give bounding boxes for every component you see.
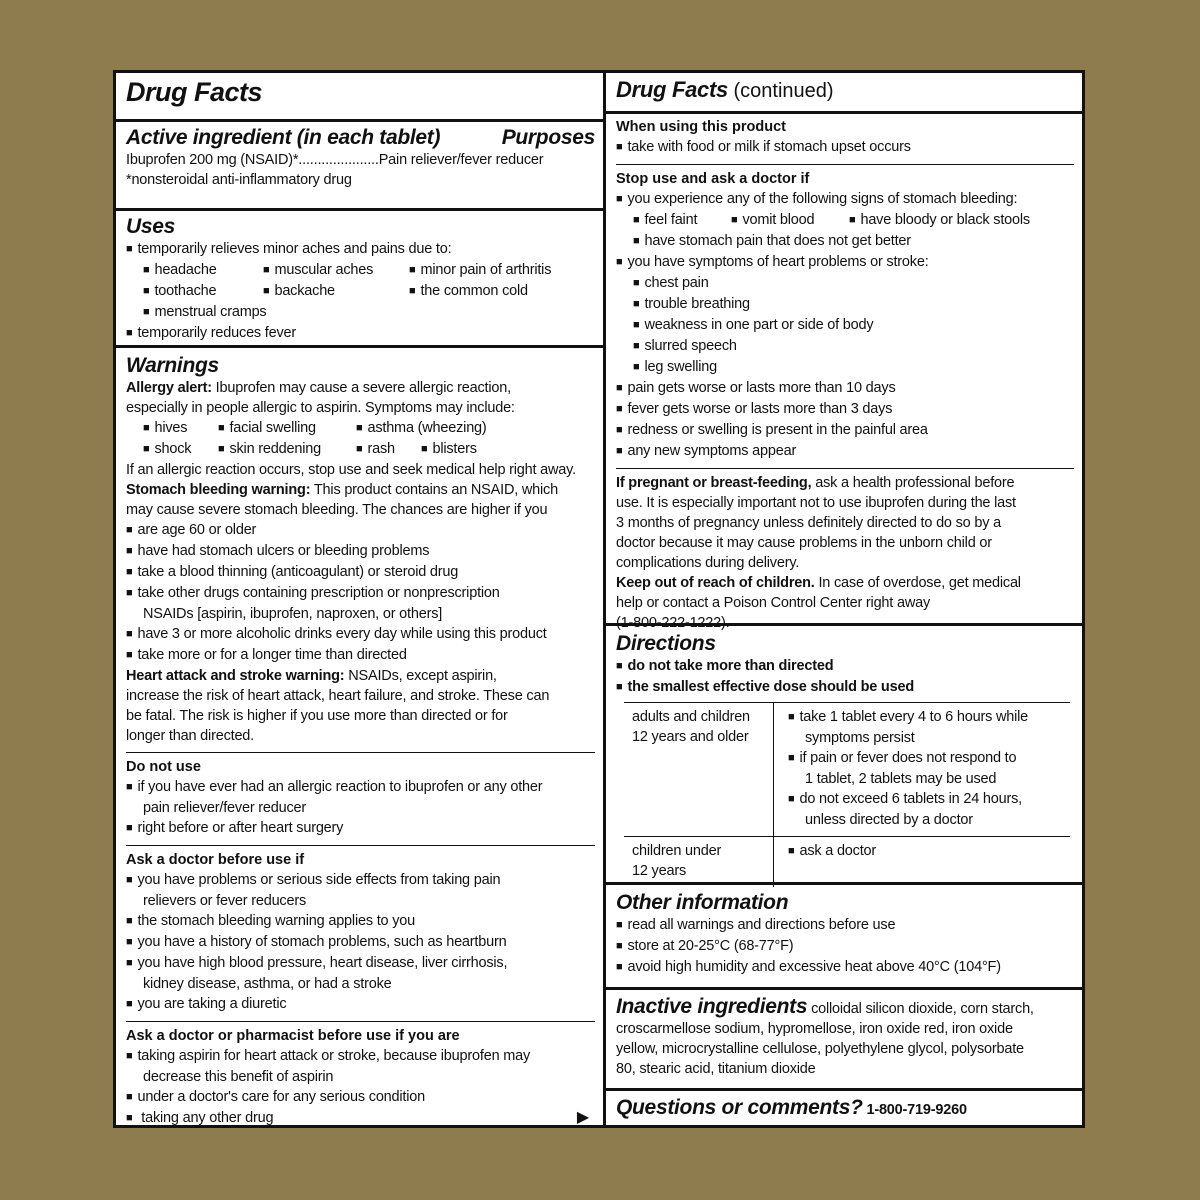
- divider: [616, 164, 1074, 165]
- stomach-warning-label: Stomach bleeding warning:: [126, 482, 311, 498]
- other-info-item: ■ store at 20-25°C (68-77°F): [616, 936, 1074, 957]
- stop-use-subitem: ■ have bloody or black stools: [849, 210, 1030, 231]
- symptom-item: ■ facial swelling: [218, 418, 356, 439]
- uses-subitem: ■ backache: [263, 281, 409, 302]
- stomach-warning-text: may cause severe stomach bleeding. The chances are higher if you: [126, 502, 548, 518]
- warnings-continued-section: [606, 111, 1082, 633]
- dosage-item-cont: unless directed by a doctor: [805, 812, 973, 828]
- heart-warning-text: longer than directed.: [126, 728, 254, 744]
- other-info-item: ■ read all warnings and directions before use: [616, 915, 1074, 936]
- inactive-ingredients-section: [606, 987, 1082, 1079]
- stop-use-subitem: ■ feel faint: [633, 210, 731, 231]
- stop-use-subitem: ■ weakness in one part or side of body: [616, 315, 1074, 336]
- uses-section: [116, 208, 603, 344]
- stomach-item-cont: NSAIDs [aspirin, ibuprofen, naproxen, or others]: [143, 606, 443, 622]
- age-group-label: children under: [632, 843, 722, 859]
- title-section: [116, 77, 603, 107]
- ask-doctor-item-cont: kidney disease, asthma, or had a stroke: [143, 976, 392, 992]
- ask-pharmacist-heading: Ask a doctor or pharmacist before use if you are: [126, 1028, 460, 1044]
- do-not-use-item: ■ right before or after heart surgery: [126, 818, 595, 839]
- stop-use-item: ■ fever gets worse or lasts more than 3 days: [616, 399, 1074, 420]
- divider: [126, 752, 595, 753]
- stomach-item: ■ take more or for a longer time than directed: [126, 645, 595, 666]
- divider: [126, 845, 595, 846]
- ask-pharmacist-item: ■ under a doctor's care for any serious condition: [126, 1087, 595, 1108]
- directions-heading: Directions: [616, 632, 716, 655]
- dosage-item-cont: symptoms persist: [805, 730, 915, 746]
- other-info-item: ■ avoid high humidity and excessive heat above 40°C (104°F): [616, 957, 1074, 978]
- pregnant-text: 3 months of pregnancy unless definitely directed to do so by a: [616, 515, 1001, 531]
- dosage-row: [624, 836, 1070, 887]
- keep-out-text: In case of overdose, get medical: [814, 575, 1021, 591]
- ask-pharmacist-item-cont: decrease this benefit of aspirin: [143, 1069, 334, 1085]
- stomach-warning-text: This product contains an NSAID, which: [310, 482, 558, 498]
- symptom-item: ■ skin reddening: [218, 439, 356, 460]
- stomach-item: ■ have had stomach ulcers or bleeding problems: [126, 541, 595, 562]
- stop-use-subitem: ■ leg swelling: [616, 357, 1074, 378]
- allergy-alert-text: especially in people allergic to aspirin. Symptoms may include:: [126, 400, 515, 416]
- ask-pharmacist-last-row: [126, 1108, 595, 1129]
- uses-subitem: ■ toothache: [143, 281, 263, 302]
- active-ingredient-heading: Active ingredient (in each tablet): [126, 126, 441, 149]
- directions-section: [606, 623, 1082, 887]
- divider: [616, 468, 1074, 469]
- heart-warning-text: be fatal. The risk is higher if you use more than directed or for: [126, 708, 508, 724]
- directions-item: ■ do not take more than directed: [616, 656, 1074, 677]
- ask-doctor-item: ■ you have high blood pressure, heart disease, liver cirrhosis,: [126, 953, 595, 974]
- uses-subitem: ■ menstrual cramps: [126, 302, 595, 323]
- dosage-item: ■ take 1 tablet every 4 to 6 hours while: [788, 707, 1070, 728]
- age-group-label: 12 years: [632, 863, 687, 879]
- inactive-ingredients-text: colloidal silicon dioxide, corn starch,: [807, 1001, 1034, 1017]
- stop-use-item: ■ you experience any of the following signs of stomach bleeding:: [616, 189, 1074, 210]
- stop-use-subitem: ■ slurred speech: [616, 336, 1074, 357]
- continue-arrow-icon: ▶: [576, 1109, 589, 1126]
- when-using-item: ■ take with food or milk if stomach upset occurs: [616, 137, 1074, 158]
- stop-use-subitem: ■ vomit blood: [731, 210, 849, 231]
- symptom-item: ■ hives: [143, 418, 218, 439]
- questions-section: [606, 1088, 1082, 1120]
- stop-use-item: ■ any new symptoms appear: [616, 441, 1074, 462]
- questions-phone: 1-800-719-9260: [862, 1102, 967, 1118]
- ask-doctor-item-cont: relievers or fever reducers: [143, 893, 307, 909]
- pregnant-text: complications during delivery.: [616, 555, 800, 571]
- active-ingredient-note: *nonsteroidal anti-inflammatory drug: [126, 172, 352, 188]
- active-ingredient-section: [116, 119, 603, 190]
- left-column: [116, 73, 606, 1125]
- stop-use-subitem: ■ trouble breathing: [616, 294, 1074, 315]
- ask-doctor-heading: Ask a doctor before use if: [126, 852, 305, 868]
- uses-heading: Uses: [126, 215, 176, 238]
- uses-subitem: ■ headache: [143, 260, 263, 281]
- inactive-ingredients-heading: Inactive ingredients: [616, 995, 808, 1018]
- dosage-row: [624, 703, 1070, 836]
- dosage-item: ■ ask a doctor: [788, 841, 1070, 862]
- questions-heading: Questions or comments?: [616, 1096, 863, 1119]
- stop-use-item: ■ redness or swelling is present in the painful area: [616, 420, 1074, 441]
- heart-warning-label: Heart attack and stroke warning:: [126, 668, 345, 684]
- uses-subitem: ■ minor pain of arthritis: [409, 260, 551, 281]
- uses-item: ■ temporarily relieves minor aches and pains due to:: [126, 239, 595, 260]
- symptom-item: ■ blisters: [421, 439, 477, 460]
- ask-doctor-item: ■ the stomach bleeding warning applies to you: [126, 911, 595, 932]
- heart-warning-text: increase the risk of heart attack, heart failure, and stroke. These can: [126, 688, 550, 704]
- right-column: [606, 73, 1082, 1125]
- stop-use-heading: Stop use and ask a doctor if: [616, 171, 810, 187]
- keep-out-label: Keep out of reach of children.: [616, 575, 815, 591]
- other-information-section: [606, 882, 1082, 978]
- pregnant-text: doctor because it may cause problems in the unborn child or: [616, 535, 992, 551]
- symptom-item: ■ shock: [143, 439, 218, 460]
- age-group-label: 12 years and older: [632, 729, 749, 745]
- dosage-table: [624, 702, 1070, 887]
- ask-doctor-item: ■ you are taking a diuretic: [126, 994, 595, 1015]
- stomach-item: ■ have 3 or more alcoholic drinks every day while using this product: [126, 624, 595, 645]
- allergy-alert-label: Allergy alert:: [126, 380, 212, 396]
- heart-warning-text: NSAIDs, except aspirin,: [344, 668, 497, 684]
- do-not-use-item: ■ if you have ever had an allergic reaction to ibuprofen or any other: [126, 777, 595, 798]
- pregnant-text: use. It is especially important not to use ibuprofen during the last: [616, 495, 1016, 511]
- active-ingredient-line: Ibuprofen 200 mg (NSAID)*.....................Pain reliever/fever reducer: [126, 152, 544, 168]
- drug-facts-cont-title: Drug Facts: [616, 77, 728, 102]
- do-not-use-item-cont: pain reliever/fever reducer: [143, 800, 307, 816]
- stop-use-subitem: ■ have stomach pain that does not get better: [616, 231, 1074, 252]
- warnings-section: [116, 345, 603, 1129]
- uses-item: ■ temporarily reduces fever: [126, 323, 595, 344]
- stop-use-subitem: ■ chest pain: [616, 273, 1074, 294]
- ask-doctor-item: ■ you have problems or serious side effects from taking pain: [126, 870, 595, 891]
- purposes-heading: Purposes: [501, 126, 595, 149]
- warnings-heading: Warnings: [126, 354, 219, 377]
- symptom-item: ■ asthma (wheezing): [356, 418, 487, 439]
- pregnant-label: If pregnant or breast-feeding,: [616, 475, 812, 491]
- stop-use-item: ■ you have symptoms of heart problems or stroke:: [616, 252, 1074, 273]
- dosage-item: ■ do not exceed 6 tablets in 24 hours,: [788, 789, 1070, 810]
- dosage-item-cont: 1 tablet, 2 tablets may be used: [805, 771, 997, 787]
- pregnant-text: ask a health professional before: [811, 475, 1015, 491]
- continued-title-section: [606, 78, 1082, 103]
- drug-facts-title: Drug Facts: [126, 77, 263, 107]
- inactive-ingredients-text: 80, stearic acid, titanium dioxide: [616, 1061, 816, 1077]
- ask-doctor-item: ■ you have a history of stomach problems, such as heartburn: [126, 932, 595, 953]
- uses-subitem: ■ muscular aches: [263, 260, 409, 281]
- stomach-item: ■ take a blood thinning (anticoagulant) or steroid drug: [126, 562, 595, 583]
- stomach-item: ■ take other drugs containing prescription or nonprescription: [126, 583, 595, 604]
- ask-pharmacist-item: ■ taking aspirin for heart attack or stroke, because ibuprofen may: [126, 1046, 595, 1067]
- dosage-item: ■ if pain or fever does not respond to: [788, 748, 1070, 769]
- divider: [126, 1021, 595, 1022]
- symptom-item: ■ rash: [356, 439, 421, 460]
- continued-label: (continued): [727, 80, 834, 102]
- allergy-after-text: If an allergic reaction occurs, stop use and seek medical help right away.: [126, 462, 576, 478]
- stomach-item: ■ are age 60 or older: [126, 520, 595, 541]
- when-using-heading: When using this product: [616, 119, 786, 135]
- inactive-ingredients-text: yellow, microcrystalline cellulose, polyethylene glycol, polysorbate: [616, 1041, 1024, 1057]
- age-group-label: adults and children: [632, 709, 750, 725]
- stop-use-item: ■ pain gets worse or lasts more than 10 days: [616, 378, 1074, 399]
- uses-subitem: ■ the common cold: [409, 281, 528, 302]
- directions-item: ■ the smallest effective dose should be used: [616, 677, 1074, 698]
- keep-out-text: help or contact a Poison Control Center right away: [616, 595, 931, 611]
- ask-pharmacist-item: taking any other drug: [141, 1110, 274, 1126]
- other-information-heading: Other information: [616, 891, 789, 914]
- drug-facts-label: [113, 70, 1085, 1128]
- poison-control-number: (1-800-222-1222).: [616, 615, 730, 631]
- allergy-alert-text: Ibuprofen may cause a severe allergic reaction,: [211, 380, 511, 396]
- inactive-ingredients-text: croscarmellose sodium, hypromellose, iron oxide red, iron oxide: [616, 1021, 1013, 1037]
- do-not-use-heading: Do not use: [126, 759, 201, 775]
